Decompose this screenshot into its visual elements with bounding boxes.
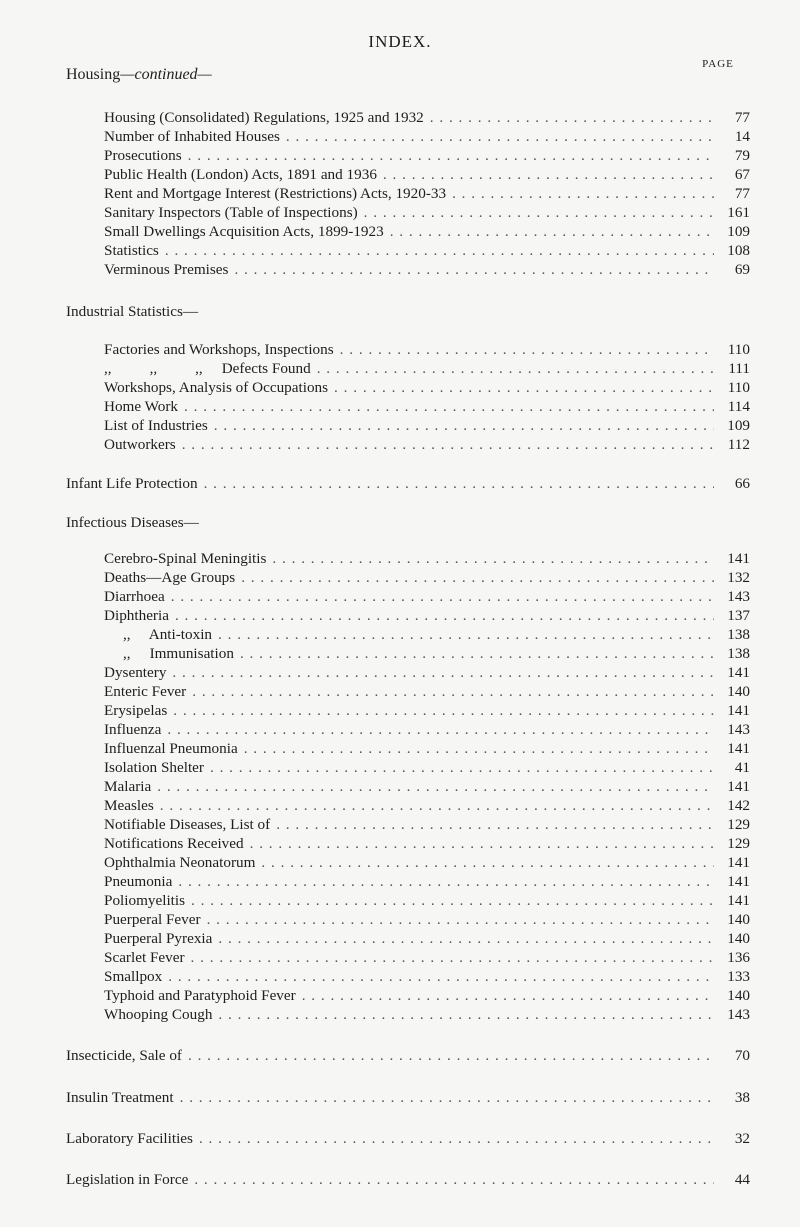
entry-page: 143	[727, 588, 750, 605]
entry-page: 110	[727, 341, 750, 358]
entry-page: 141	[727, 778, 750, 795]
entry-page: 133	[727, 968, 750, 985]
index-entry	[104, 436, 750, 454]
leader-dots	[218, 930, 714, 948]
entry-page: 141	[727, 702, 750, 719]
index-entry	[104, 341, 750, 359]
leader-dots	[430, 109, 714, 127]
index-entry	[104, 223, 750, 241]
leader-dots	[218, 1006, 714, 1024]
leader-dots	[214, 417, 714, 435]
entry-label: Statistics	[104, 242, 159, 259]
entry-label: ,, Anti-toxin	[104, 626, 213, 643]
leader-dots	[204, 475, 714, 493]
leader-dots	[188, 147, 714, 165]
section-heading-industrial: Industrial Statistics—	[66, 303, 199, 320]
index-entry	[104, 261, 750, 279]
index-entry	[104, 892, 750, 910]
entry-page: 14	[734, 128, 750, 145]
index-entry	[104, 911, 750, 929]
entry-label: Dysentery	[104, 664, 167, 681]
entry-page: 140	[727, 930, 750, 947]
index-entry	[104, 949, 750, 967]
leader-dots	[276, 816, 714, 834]
entry-page: 137	[727, 607, 750, 624]
section-heading-infectious: Infectious Diseases—	[66, 514, 199, 531]
entry-page: 109	[727, 223, 750, 240]
entry-page: 141	[727, 740, 750, 757]
leader-dots	[452, 185, 714, 203]
leader-dots	[218, 626, 714, 644]
entry-label: Legislation in Force	[66, 1171, 189, 1188]
entry-label: Puerperal Pyrexia	[104, 930, 213, 947]
leader-dots	[194, 1171, 714, 1189]
entry-page: 140	[727, 683, 750, 700]
entry-page: 143	[727, 1006, 750, 1023]
index-entry	[104, 398, 750, 416]
leader-dots	[191, 892, 714, 910]
leader-dots	[175, 607, 714, 625]
continued-heading-main: Housing	[66, 66, 121, 83]
entry-page: 141	[727, 550, 750, 567]
leader-dots	[317, 360, 714, 378]
entry-page: 70	[734, 1047, 750, 1064]
continued-heading	[66, 66, 212, 84]
leader-dots	[241, 569, 714, 587]
page-column-label: PAGE	[702, 58, 734, 70]
leader-dots	[207, 911, 714, 929]
index-entry	[104, 987, 750, 1005]
entry-page: 67	[734, 166, 750, 183]
leader-dots	[340, 341, 714, 359]
index-entry	[104, 778, 750, 796]
index-entry	[104, 109, 750, 127]
index-entry	[104, 797, 750, 815]
entry-label: Influenzal Pneumonia	[104, 740, 238, 757]
leader-dots	[171, 588, 714, 606]
entry-page: 32	[734, 1130, 750, 1147]
entry-label: Pneumonia	[104, 873, 173, 890]
entry-label: Infant Life Protection	[66, 475, 198, 492]
index-entry	[104, 607, 750, 625]
leader-dots	[178, 873, 714, 891]
entry-label: Factories and Workshops, Inspections	[104, 341, 334, 358]
leader-dots	[383, 166, 714, 184]
entry-label: Ophthalmia Neonatorum	[104, 854, 256, 871]
index-entry	[104, 242, 750, 260]
entry-page: 38	[734, 1089, 750, 1106]
leader-dots	[167, 721, 714, 739]
entry-page: 138	[727, 626, 750, 643]
entry-page: 110	[727, 379, 750, 396]
entry-page: 44	[734, 1171, 750, 1188]
index-entry	[104, 816, 750, 834]
entry-page: 129	[727, 835, 750, 852]
entry-page: 141	[727, 664, 750, 681]
leader-dots	[234, 261, 714, 279]
entry-label: Outworkers	[104, 436, 176, 453]
entry-page: 142	[727, 797, 750, 814]
index-entry	[104, 166, 750, 184]
entry-label: Measles	[104, 797, 154, 814]
entry-page: 77	[734, 185, 750, 202]
entry-label: Scarlet Fever	[104, 949, 185, 966]
leader-dots	[286, 128, 714, 146]
leader-dots	[168, 968, 714, 986]
index-entry	[104, 968, 750, 986]
index-entry	[104, 740, 750, 758]
entry-page: 141	[727, 873, 750, 890]
leader-dots	[199, 1130, 714, 1148]
entry-label: Whooping Cough	[104, 1006, 213, 1023]
entry-label: List of Industries	[104, 417, 208, 434]
index-entry	[104, 645, 750, 663]
entry-label: ,, ,, ,, Defects Found	[104, 360, 311, 377]
entry-label: Smallpox	[104, 968, 163, 985]
index-entry	[104, 721, 750, 739]
index-entry	[104, 417, 750, 435]
entry-page: 114	[727, 398, 750, 415]
entry-label: Verminous Premises	[104, 261, 229, 278]
entry-page: 129	[727, 816, 750, 833]
index-entry	[104, 854, 750, 872]
entry-page: 109	[727, 417, 750, 434]
leader-dots	[157, 778, 714, 796]
index-entry	[66, 475, 750, 493]
entry-label: Cerebro-Spinal Meningitis	[104, 550, 267, 567]
leader-dots	[173, 702, 714, 720]
entry-page: 112	[727, 436, 750, 453]
entry-page: 136	[727, 949, 750, 966]
entry-page: 138	[727, 645, 750, 662]
index-entry	[104, 930, 750, 948]
leader-dots	[165, 242, 714, 260]
leader-dots	[210, 759, 714, 777]
index-entry	[104, 759, 750, 777]
continued-heading-suffix: —continued—	[120, 66, 212, 83]
leader-dots	[184, 398, 714, 416]
index-entry	[66, 1047, 750, 1065]
entry-label: Prosecutions	[104, 147, 182, 164]
index-entry	[104, 1006, 750, 1024]
entry-label: Small Dwellings Acquisition Acts, 1899-1923	[104, 223, 384, 240]
leader-dots	[261, 854, 714, 872]
leader-dots	[250, 835, 714, 853]
entry-label: Workshops, Analysis of Occupations	[104, 379, 329, 396]
leader-dots	[272, 550, 714, 568]
entry-label: Malaria	[104, 778, 152, 795]
entry-label: Influenza	[104, 721, 162, 738]
entry-page: 69	[734, 261, 750, 278]
entry-page: 66	[734, 475, 750, 492]
entry-page: 111	[728, 360, 750, 377]
entry-page: 141	[727, 854, 750, 871]
entry-label: Rent and Mortgage Interest (Restrictions) Acts, 1920-33	[104, 185, 447, 202]
entry-page: 41	[734, 759, 750, 776]
entry-label: Erysipelas	[104, 702, 168, 719]
entry-page: 108	[727, 242, 750, 259]
entry-label: Public Health (London) Acts, 1891 and 1936	[104, 166, 377, 183]
entry-label: Deaths—Age Groups	[104, 569, 236, 586]
entry-label: Insecticide, Sale of	[66, 1047, 182, 1064]
entry-label: ,, Immunisation	[104, 645, 234, 662]
index-entry	[104, 702, 750, 720]
index-entry	[104, 360, 750, 378]
entry-label: Diarrhoea	[104, 588, 165, 605]
index-entry	[104, 835, 750, 853]
index-entry	[66, 1130, 750, 1148]
leader-dots	[191, 949, 714, 967]
index-entry	[104, 569, 750, 587]
entry-page: 141	[727, 892, 750, 909]
index-entry	[104, 626, 750, 644]
entry-label: Number of Inhabited Houses	[104, 128, 280, 145]
leader-dots	[160, 797, 714, 815]
entry-label: Sanitary Inspectors (Table of Inspections)	[104, 204, 358, 221]
leader-dots	[188, 1047, 714, 1065]
index-entry	[104, 147, 750, 165]
entry-label: Puerperal Fever	[104, 911, 201, 928]
entry-label: Home Work	[104, 398, 179, 415]
entry-label: Diphtheria	[104, 607, 169, 624]
leader-dots	[334, 379, 714, 397]
entry-page: 140	[727, 911, 750, 928]
entry-page: 140	[727, 987, 750, 1004]
entry-page: 143	[727, 721, 750, 738]
page-title: INDEX.	[368, 32, 432, 51]
leader-dots	[192, 683, 714, 701]
entry-label: Notifications Received	[104, 835, 244, 852]
index-entry	[104, 873, 750, 891]
index-entry	[104, 683, 750, 701]
leader-dots	[240, 645, 714, 663]
index-entry	[104, 185, 750, 203]
entry-page: 132	[727, 569, 750, 586]
index-entry	[66, 1089, 750, 1107]
leader-dots	[172, 664, 714, 682]
entry-label: Notifiable Diseases, List of	[104, 816, 271, 833]
index-entry	[66, 1171, 750, 1189]
entry-label: Laboratory Facilities	[66, 1130, 193, 1147]
leader-dots	[390, 223, 714, 241]
entry-page: 161	[727, 204, 750, 221]
index-entry	[104, 664, 750, 682]
leader-dots	[302, 987, 714, 1005]
leader-dots	[364, 204, 714, 222]
entry-label: Isolation Shelter	[104, 759, 204, 776]
leader-dots	[244, 740, 714, 758]
leader-dots	[182, 436, 714, 454]
index-entry	[104, 204, 750, 222]
entry-label: Enteric Fever	[104, 683, 187, 700]
entry-page: 77	[734, 109, 750, 126]
index-entry	[104, 379, 750, 397]
index-entry	[104, 588, 750, 606]
leader-dots	[180, 1089, 714, 1107]
index-entry	[104, 128, 750, 146]
entry-label: Typhoid and Paratyphoid Fever	[104, 987, 296, 1004]
index-entry	[104, 550, 750, 568]
entry-label: Insulin Treatment	[66, 1089, 174, 1106]
entry-page: 79	[734, 147, 750, 164]
entry-label: Housing (Consolidated) Regulations, 1925 and 1932	[104, 109, 424, 126]
entry-label: Poliomyelitis	[104, 892, 186, 909]
